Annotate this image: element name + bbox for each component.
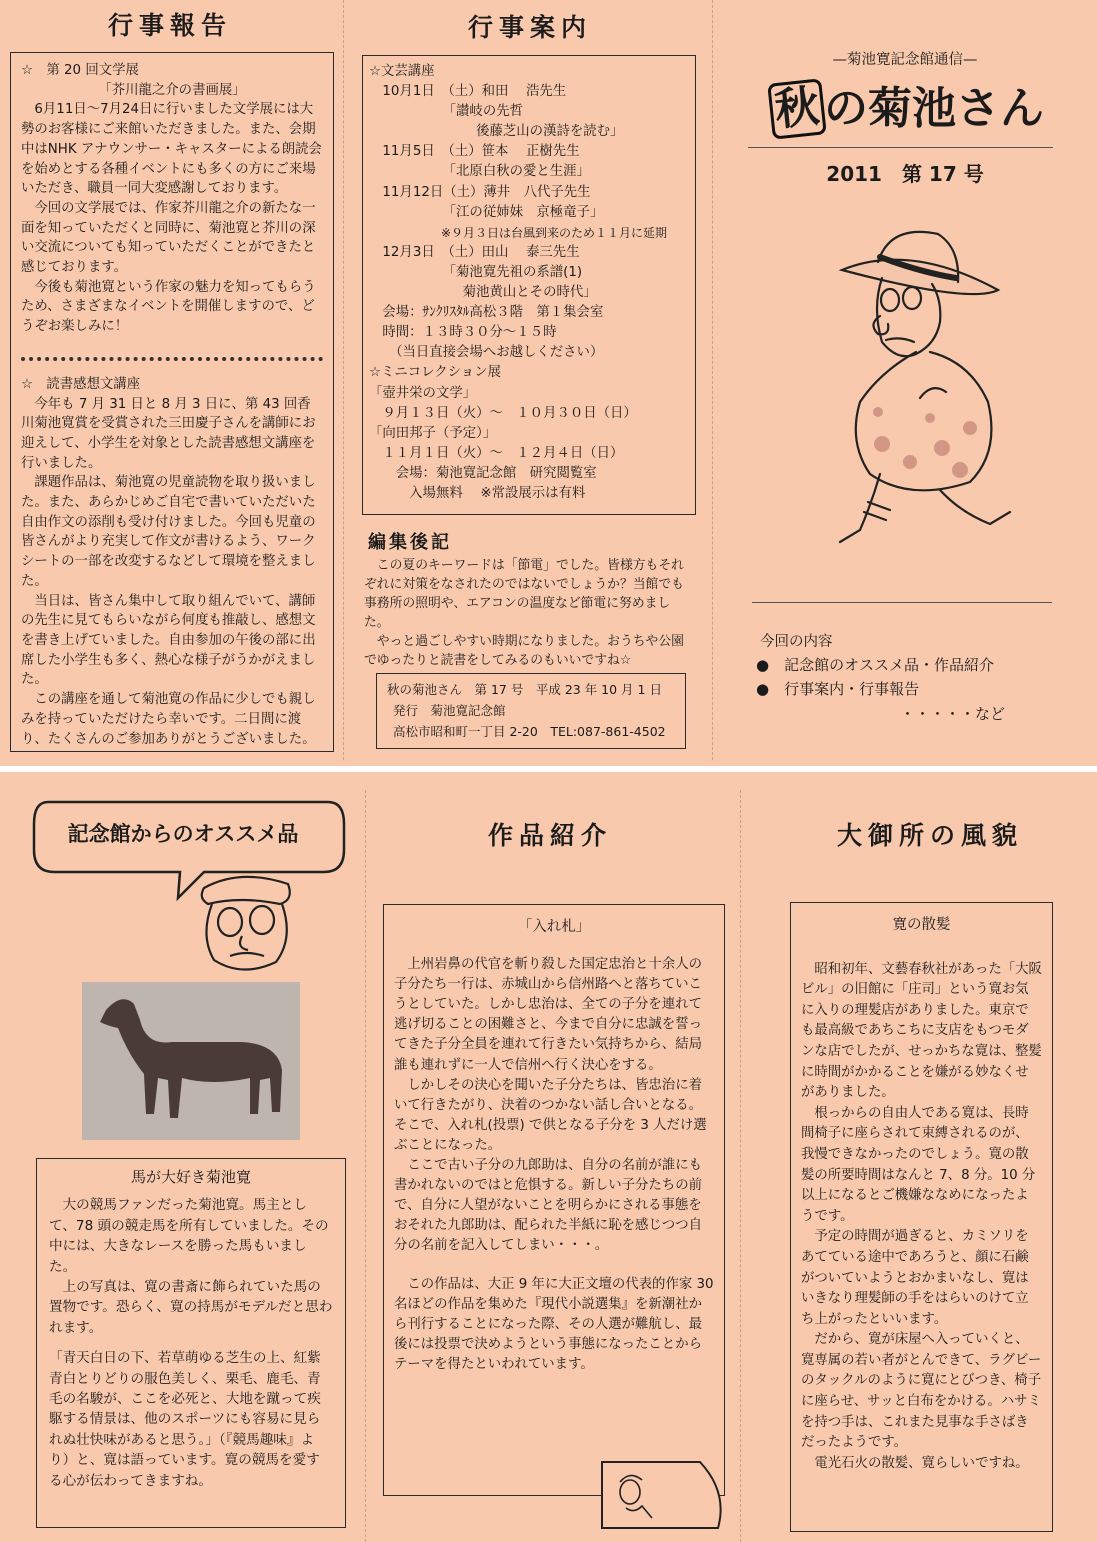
- event-line: 11月5日 （土）笹本 正樹先生: [369, 144, 580, 160]
- report-box: [10, 52, 334, 752]
- contents-item: ● 行事案内・行事報告: [756, 680, 920, 698]
- event-line: 「向田邦子（予定）」: [369, 425, 497, 441]
- ogosho-box-title: 寛の散髪: [892, 917, 951, 933]
- report-paragraph: 今年も 7 月 31 日と 8 月 3 日に、第 43 回香川菊池寛賞を受賞された三田慶子さんを講師にお迎えして、小学生を対象とした読書感想文講座を行いました。: [21, 396, 316, 471]
- ogosho-paragraph: 昭和初年、文藝春秋社があった「大阪ビル」の旧館に「庄司」という寛お気に入りの理髪店がありました。東京でも最高級であちこちに支店をもつモダンな店でしたが、せっかちな寛は、整髪に時間がかかることを嫌がる妙なくせがありました。: [801, 961, 1042, 1101]
- column-divider: [712, 0, 713, 760]
- lit-exhibit-title: ☆ 第 20 回文学展: [21, 63, 139, 78]
- works-box: [383, 904, 725, 1496]
- event-line: 12月3日 （土）田山 泰三先生: [369, 244, 580, 260]
- report-paragraph: この講座を通して菊池寛の作品に少しでも親しみを持っていただけたら幸いです。二日間に渡り、たくさんのご参加ありがとうございました。: [21, 692, 316, 747]
- dotted-separator: [21, 357, 323, 361]
- event-line: 時間：１３時３０分～１５時: [369, 325, 557, 341]
- editor-notes: [364, 556, 694, 670]
- event-line: ※９月３日は台風到来のため１１月に延期: [369, 225, 668, 240]
- contents-list: [756, 653, 994, 701]
- recommend-paragraph: 大の競馬ファンだった菊池寛。馬主として、78 頭の競走馬を所有していました。その中には、大きなレースを勝った馬もいました。: [49, 1197, 329, 1275]
- column-divider: [343, 0, 344, 760]
- event-line: 10月1日 （土）和田 浩先生: [369, 84, 567, 100]
- event-line: 「讃岐の先哲: [369, 104, 523, 120]
- report-heading: 行事報告: [107, 11, 232, 40]
- events-heading: 行事案内: [467, 13, 592, 42]
- event-line: 後藤芝山の漢詩を読む」: [369, 124, 624, 140]
- event-line: 菊池黄山とその時代」: [369, 285, 597, 301]
- events-box: [362, 55, 696, 515]
- event-line: 「菊池寛先祖の系譜(1): [369, 264, 583, 280]
- editor-paragraph: やっと過ごしやすい時期になりました。おうちや公園でゆったりと読書をしてみるのもいいですね☆: [364, 634, 684, 668]
- ogosho-paragraph: 予定の時間が過ぎると、カミソリをあてている途中であろうと、顔に石鹸がついていようとおかまいなし、寛はいきなり理髪師の手をはらいのけて立ち上がったといいます。: [801, 1229, 1029, 1327]
- event-line: 「江の従姉妹 京極竜子」: [369, 204, 604, 220]
- newsletter-title: [770, 74, 1070, 144]
- report-paragraph: 今回の文学展では、作家芥川龍之介の新たな一面を知っていただくと同時に、菊池寛と芥川の深い交流についても知っていただくことができたと感じております。: [21, 200, 316, 276]
- colophon-line: 高松市昭和町一丁目 2-20 TEL:087-861-4502: [393, 724, 666, 739]
- event-line: １１月１日（火）～ １２月４日（日）: [369, 445, 624, 461]
- page-curl-illustration: [600, 1452, 730, 1532]
- editor-heading: 編集後記: [368, 532, 452, 553]
- contents-item: ● 記念館のオススメ品・作品紹介: [756, 656, 994, 674]
- contents-label: 今回の内容: [760, 634, 833, 650]
- works-heading: 作品紹介: [487, 821, 612, 850]
- title-underline: [748, 147, 1053, 148]
- recommend-bubble-text: 記念館からのオススメ品: [67, 822, 299, 846]
- kikuchi-walking-illustration: [820, 212, 1020, 552]
- event-line: 「北原白秋の愛と生涯」: [369, 164, 590, 180]
- horse-photo: [82, 982, 300, 1140]
- event-line: （当日直接会場へお越しください）: [369, 345, 604, 361]
- title-autumn-char: 秋: [767, 78, 827, 139]
- recommend-box: [36, 1158, 346, 1528]
- works-paragraph: 上州岩鼻の代官を斬り殺した国定忠治と十余人の子分たち一行は、赤城山から信州路へと落ちていこうとしていた。しかし忠治は、全ての子分を連れて逃げ切ることの困難さと、今まで自分に忠誠を誓ってきた子分全員を連れて行きたい気持ちから、結局誰も連れずに一人で信州へ行く決心をする。: [394, 957, 702, 1073]
- colophon-line: 発行 菊池寛記念館: [393, 703, 506, 718]
- event-line: 会場：菊池寛記念館 研究閲覧室: [369, 465, 597, 481]
- works-paragraph: この作品は、大正 9 年に大正文壇の代表的作家 30 名ほどの作品を集めた『現代小説選集』を新潮社から刊行することになった際、その人選が難航し、最後には投票で決めようという事態になったことからテーマを得たといわれています。: [394, 1276, 714, 1372]
- works-paragraph: ここで古い子分の九郎助は、自分の名前が誰にも書かれないのではと危惧する。新しい子分たちの前で、自分に人望がないことを明らかにされる事態をおそれた九郎助は、配られた半紙に恥を感じつつ自分の名前を記入してしまい・・・。: [394, 1158, 702, 1254]
- recommend-box-title: 馬が大好き菊池寛: [130, 1168, 251, 1186]
- ogosho-paragraph: 電光石火の散髪、寛らしいですね。: [814, 1455, 1029, 1471]
- ogosho-paragraph: だから、寛が床屋へ入っていくと、寛専属の若い者がとんできて、ラグビーのタックルのように寛にとびつき、椅子に座らせ、サッと白布をかける。ハサミを持つ手は、これまた見事な手さばきだったようです。: [801, 1332, 1042, 1451]
- recommend-paragraph: 上の写真は、寛の書斎に飾られていた馬の置物です。恐らく、寛の持馬がモデルだと思われます。: [49, 1279, 333, 1336]
- newsletter-kicker: —菊池寛記念館通信—: [832, 52, 978, 68]
- cover-separator: [752, 602, 1052, 603]
- contents-more: ・・・・・など: [900, 705, 1006, 723]
- column-divider: [365, 790, 366, 1542]
- event-line: ９月１３日（火）～ １０月３０日（日）: [369, 405, 637, 421]
- report-paragraph: 今後も菊池寛という作家の魅力を知ってもらうため、さまざまなイベントを開催しますので、どうぞお楽しみに！: [21, 279, 316, 335]
- lit-exhibit-subtitle: 「芥川龍之介の書画展」: [98, 82, 246, 98]
- reading-course-title: ☆ 読書感想文講座: [21, 376, 141, 392]
- event-line: ☆文芸講座: [369, 64, 435, 79]
- horse-figurine-icon: [82, 982, 300, 1140]
- works-box-title: 「入れ札」: [517, 919, 591, 935]
- recommend-quote: 「青天白日の下、若草萌ゆる芝生の上、紅紫青白とりどりの服色美しく、栗毛、鹿毛、青毛の名駿が、ここを必死と、大地を蹴って疾駆する情景は、他のスポーツにも容易に見られぬ壮快味があると思う。」（『競馬趣味』より）と、寛は語っています。寛の競馬を愛する心が伝わってきますね。: [49, 1350, 321, 1489]
- report-paragraph: 6月11日～7月24日に行いました文学展には大勢のお客様にご来館いただきました。また、会期中はNHK アナウンサー・キャスターによる朗読会を始めとする各種イベントにも多くの方にご来場いただき、職員一同大変感謝しております。: [21, 102, 322, 197]
- title-rest: の菊池さん: [824, 83, 1044, 134]
- event-line: 会場：ｻﾝｸﾘｽﾀﾙ高松３階 第１集会室: [369, 305, 604, 321]
- colophon-line: 秋の菊池さん 第 17 号 平成 23 年 10 月 1 日: [387, 682, 662, 697]
- editor-paragraph: この夏のキーワードは「節電」でした。皆様方もそれぞれに対策をなされたのではないでしょうか？当館でも事務所の照明や、エアコンの温度など節電に努めました。: [364, 558, 684, 630]
- ogosho-paragraph: 根っからの自由人である寛は、長時間椅子に座らされて束縛されるのが、我慢できなかったのでしょう。寛の散髪の所要時間はなんと 7、8 分。10 分以上になるとご機嫌ななめになったようです。: [801, 1105, 1036, 1224]
- ogosho-heading: 大御所の風貌: [836, 821, 1023, 850]
- fold-line: [0, 766, 1097, 772]
- report-paragraph: 当日は、皆さん集中して取り組んでいて、講師の先生に見てもらいながら何度も推敲し、感想文を書き上げていました。自由参加の午後の部に出席した小学生も多く、熱心な様子がうかがえました。: [21, 593, 316, 688]
- kikuchi-face-illustration: [190, 860, 310, 980]
- works-paragraph: しかしその決心を聞いた子分たちは、皆忠治に着いて行きたがり、決着のつかない話し合いとなる。そこで、入れ札(投票) で供となる子分を 3 人だけ選ぶことになった。: [394, 1077, 707, 1153]
- issue-number: 2011 第 17 号: [826, 162, 984, 186]
- event-line: 11月12日（土）薄井 八代子先生: [369, 184, 591, 200]
- report-paragraph: 課題作品は、菊池寛の児童読物を取り扱いました。また、あらかじめご自宅で書いていただいた自由作文の添削も受け付けました。今回も児童の皆さんがより充実して作文が書けるよう、ワークシートの一部を改変するなどして環境を整えました。: [21, 475, 316, 589]
- event-line: 入場無料 ※常設展示は有料: [369, 485, 586, 501]
- colophon-box: [376, 673, 686, 749]
- event-line: 「壺井栄の文学」: [369, 385, 477, 401]
- event-line: ☆ミニコレクション展: [369, 365, 501, 381]
- column-divider: [740, 790, 741, 1542]
- ogosho-box: [790, 902, 1053, 1532]
